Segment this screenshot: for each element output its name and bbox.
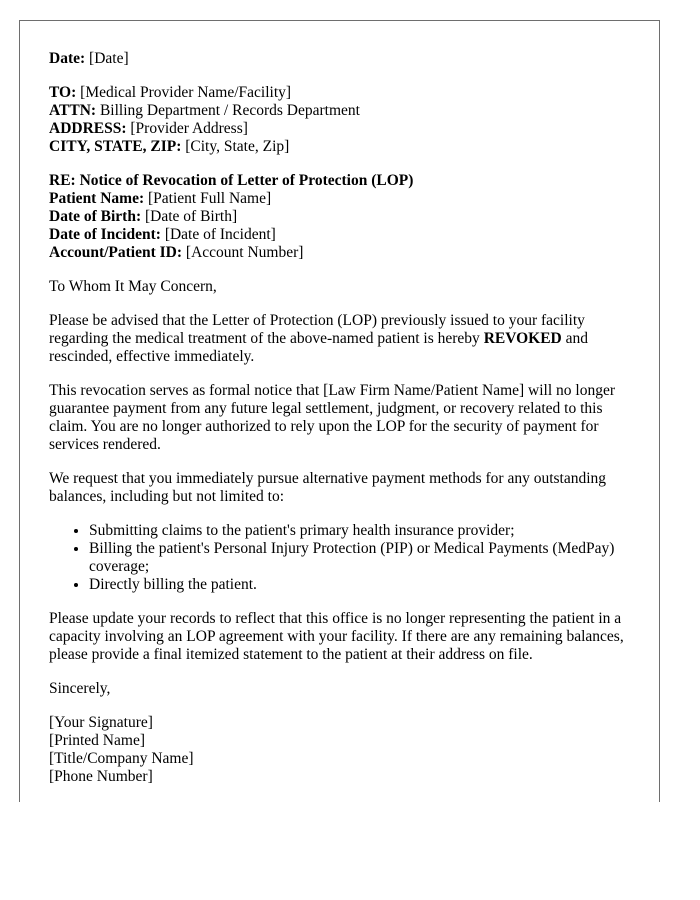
attn-value: Billing Department / Records Department xyxy=(99,102,360,119)
dob-label: Date of Birth: xyxy=(49,208,142,225)
date-label: Date: xyxy=(49,50,86,67)
signature-block xyxy=(49,714,630,786)
salutation: To Whom It May Concern, xyxy=(49,278,217,295)
city-state-zip-value: [City, State, Zip] xyxy=(185,138,290,155)
attn-line xyxy=(49,102,630,120)
city-state-zip-line xyxy=(49,138,630,156)
doi-line xyxy=(49,226,630,244)
date-value: [Date] xyxy=(89,50,129,67)
date-line xyxy=(49,50,630,68)
account-value: [Account Number] xyxy=(185,244,304,261)
account-label: Account/Patient ID: xyxy=(49,244,183,261)
to-label: TO: xyxy=(49,84,77,101)
revocation-text-start: Please be advised that the Letter of Protection (LOP) previously issued to your facility regarding the medical treatment of the above-named patient is hereby xyxy=(49,312,585,347)
re-block xyxy=(49,172,630,262)
payment-methods-list xyxy=(49,522,630,594)
patient-name-label: Patient Name: xyxy=(49,190,145,207)
revocation-text-end: and rescinded, effective immediately. xyxy=(49,330,589,365)
address-line xyxy=(49,120,630,138)
revoked-emphasis: REVOKED xyxy=(483,330,562,347)
date-block xyxy=(49,50,630,68)
attn-label: ATTN: xyxy=(49,102,97,119)
patient-name-value: [Patient Full Name] xyxy=(148,190,272,207)
list-item: • Submitting claims to the patient's primary health insurance provider; xyxy=(89,522,630,540)
update-records-paragraph: Please update your records to reflect that this office is no longer representing the patient in a capacity involving an LOP agreement with your facility. If there are any remaining balances, please provide a final itemized statement to the patient at their address on file. xyxy=(49,610,624,663)
doi-value: [Date of Incident] xyxy=(164,226,276,243)
revocation-paragraph xyxy=(49,312,630,366)
patient-name-line xyxy=(49,190,630,208)
account-line xyxy=(49,244,630,262)
closing: Sincerely, xyxy=(49,680,111,697)
list-item: • Directly billing the patient. xyxy=(89,576,630,594)
request-paragraph: We request that you immediately pursue alternative payment methods for any outstanding balances, including but not limited to: xyxy=(49,470,607,505)
doi-label: Date of Incident: xyxy=(49,226,161,243)
to-line xyxy=(49,84,630,102)
address-label: ADDRESS: xyxy=(49,120,127,137)
notice-paragraph: This revocation serves as formal notice that [Law Firm Name/Patient Name] will no longer guarantee payment from any future legal settlement, judgment, or recovery related to this claim. You are no longer authorized to rely upon the LOP for the security of payment for services rendered. xyxy=(49,382,616,453)
phone-number-line: [Phone Number] xyxy=(49,768,153,785)
list-item: • Billing the patient's Personal Injury Protection (PIP) or Medical Payments (MedPay) coverage; xyxy=(89,540,630,576)
re-subject: RE: Notice of Revocation of Letter of Protection (LOP) xyxy=(49,172,414,189)
printed-name-line: [Printed Name] xyxy=(49,732,145,749)
title-company-line: [Title/Company Name] xyxy=(49,750,194,767)
signature-line: [Your Signature] xyxy=(49,714,153,731)
letter-document xyxy=(19,20,660,802)
recipient-block xyxy=(49,84,630,156)
to-value: [Medical Provider Name/Facility] xyxy=(80,84,292,101)
address-value: [Provider Address] xyxy=(130,120,248,137)
city-state-zip-label: CITY, STATE, ZIP: xyxy=(49,138,182,155)
dob-line xyxy=(49,208,630,226)
dob-value: [Date of Birth] xyxy=(145,208,238,225)
